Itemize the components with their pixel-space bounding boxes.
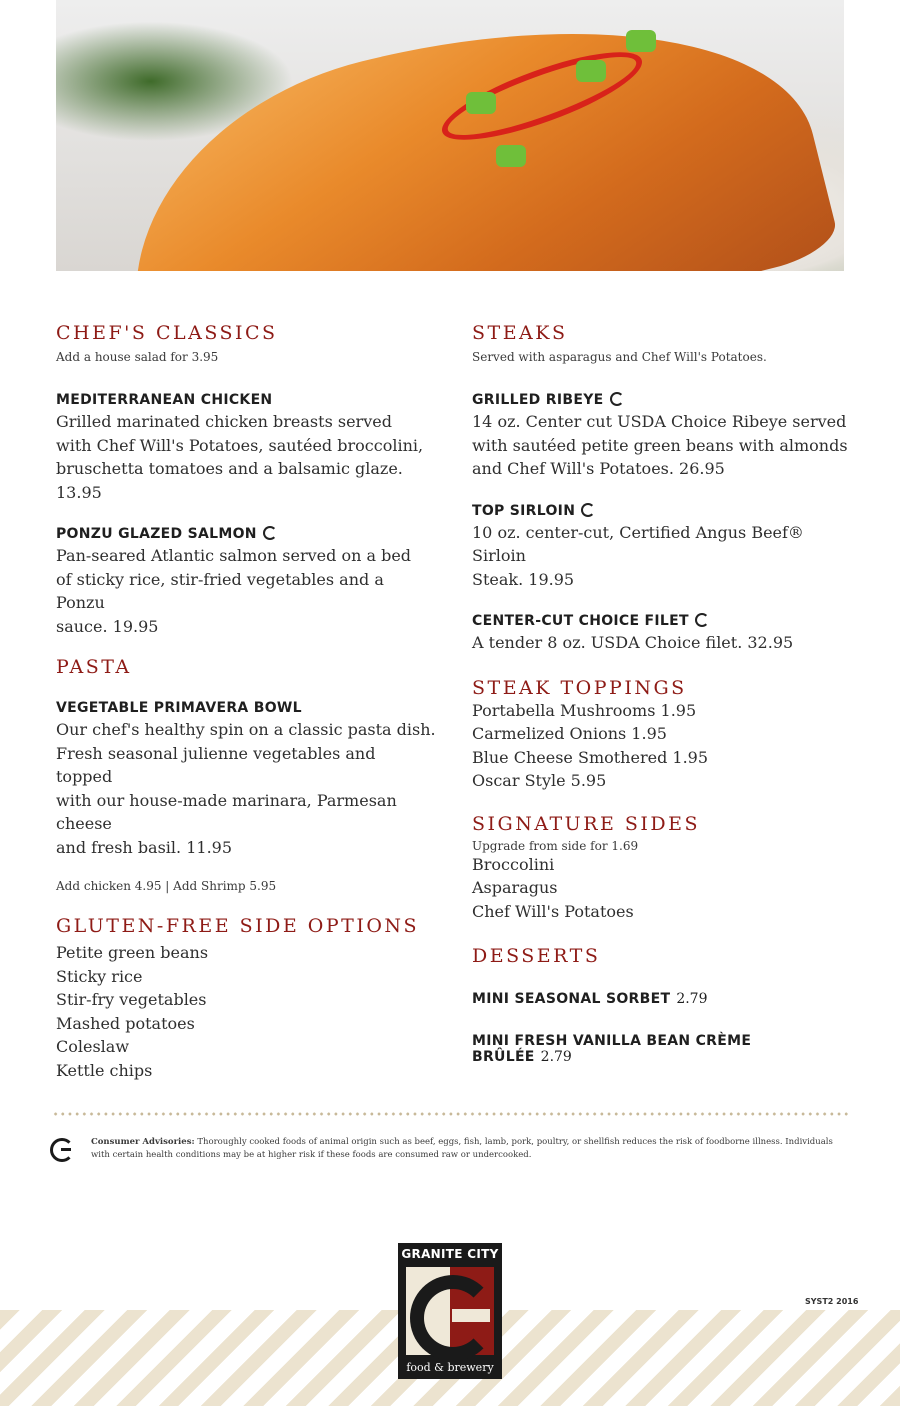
item-name-mini-seasonal-sorbet: MINI SEASONAL SORBET 2.79 xyxy=(472,991,708,1007)
gluten-free-icon xyxy=(50,1138,74,1162)
item-description: 14 oz. Center cut USDA Choice Ribeye served with sautéed petite green beans with almonds and Chef Will's Potatoes. 26.95 xyxy=(472,412,848,478)
section-title-desserts: DESSERTS xyxy=(472,945,601,967)
list-item: Blue Cheese Smothered 1.95 xyxy=(472,747,709,767)
list-item: Carmelized Onions 1.95 xyxy=(472,724,667,743)
item-name-ponzu-glazed-salmon: PONZU GLAZED SALMON xyxy=(56,526,436,542)
logo-tagline: food & brewery xyxy=(406,1361,494,1374)
item-description: Our chef's healthy spin on a classic pasta dish. Fresh seasonal julienne vegetables and topped with our house-made marinara, Parmesan cheese and fresh basil. 11.95 xyxy=(56,720,436,857)
list-item: Stir-fry vegetables xyxy=(56,990,207,1009)
item-description: A tender 8 oz. USDA Choice filet. 32.95 xyxy=(472,633,794,652)
list-item: Portabella Mushrooms 1.95 xyxy=(472,700,697,720)
gluten-free-icon xyxy=(695,613,709,627)
list-item: Mashed potatoes xyxy=(56,1013,195,1033)
item-description: Pan-seared Atlantic salmon served on a bed of sticky rice, stir-fried vegetables and a Ponzu sauce. 19.95 xyxy=(56,546,412,636)
list-item: Oscar Style 5.95 xyxy=(472,771,607,790)
list-item: Chef Will's Potatoes xyxy=(472,901,634,921)
hero-food-photo xyxy=(56,0,844,271)
section-title-signature-sides: SIGNATURE SIDES xyxy=(472,812,701,835)
advisory-text: Thoroughly cooked foods of animal origin such as beef, eggs, fish, lamb, pork, poultry, or shellfish reduces the risk of foodborne illness. Individuals with certain health conditions may be at higher risk if these foods are consumed raw or undercooked. xyxy=(91,1137,833,1160)
logo-brand-text: GRANITE CITY xyxy=(401,1247,499,1261)
granite-city-logo xyxy=(398,1243,502,1379)
section-note: Upgrade from side for 1.69 xyxy=(472,838,639,853)
pasta-addon-note: Add chicken 4.95 | Add Shrimp 5.95 xyxy=(56,879,277,893)
item-description: 10 oz. center-cut, Certified Angus Beef® Sirloin Steak. 19.95 xyxy=(472,522,804,589)
menu-left-column xyxy=(56,322,436,1082)
consumer-advisory xyxy=(91,1136,851,1161)
item-name-mediterranean-chicken: MEDITERRANEAN CHICKEN xyxy=(56,392,273,408)
list-item: Asparagus xyxy=(472,878,558,897)
logo-cg-mark xyxy=(406,1267,494,1355)
section-title-steak-toppings: STEAK TOPPINGS xyxy=(472,676,687,699)
gluten-free-icon xyxy=(610,392,624,406)
dotted-divider xyxy=(52,1112,848,1116)
section-title-pasta: PASTA xyxy=(56,656,132,678)
scallion-garnish xyxy=(576,60,606,82)
item-price: 2.79 xyxy=(540,1049,572,1065)
menu-right-column xyxy=(472,322,852,1065)
gluten-free-icon xyxy=(263,526,277,540)
menu-code: SYST2 2016 xyxy=(805,1297,859,1306)
item-name-center-cut-choice-filet: CENTER-CUT CHOICE FILET xyxy=(472,613,852,629)
item-description: Grilled marinated chicken breasts served with Chef Will's Potatoes, sautéed broccolini, bruschetta tomatoes and a balsamic glaze. 13.95 xyxy=(56,412,424,502)
scallion-garnish xyxy=(496,145,526,167)
gluten-free-icon xyxy=(581,503,595,517)
advisory-label: Consumer Advisories: xyxy=(91,1137,195,1147)
scallion-garnish xyxy=(466,92,496,114)
section-title-steaks: STEAKS xyxy=(472,322,568,344)
section-note: Served with asparagus and Chef Will's Potatoes. xyxy=(472,350,767,364)
list-item: Petite green beans xyxy=(56,943,209,962)
list-item: Coleslaw xyxy=(56,1037,130,1056)
item-name-grilled-ribeye: GRILLED RIBEYE xyxy=(472,392,852,408)
section-title-chefs-classics: CHEF'S CLASSICS xyxy=(56,322,278,344)
section-note: Add a house salad for 3.95 xyxy=(56,350,219,364)
section-title-gluten-free-sides: GLUTEN-FREE SIDE OPTIONS xyxy=(56,915,420,937)
item-price: 2.79 xyxy=(676,991,708,1007)
list-item: Kettle chips xyxy=(56,1060,153,1080)
scallion-garnish xyxy=(626,30,656,52)
item-name-top-sirloin: TOP SIRLOIN xyxy=(472,503,852,519)
item-name-creme-brulee: MINI FRESH VANILLA BEAN CRÈME BRÛLÉE 2.79 xyxy=(472,1033,752,1065)
list-item: Broccolini xyxy=(472,854,555,874)
item-name-vegetable-primavera-bowl: VEGETABLE PRIMAVERA BOWL xyxy=(56,700,302,716)
list-item: Sticky rice xyxy=(56,966,143,986)
